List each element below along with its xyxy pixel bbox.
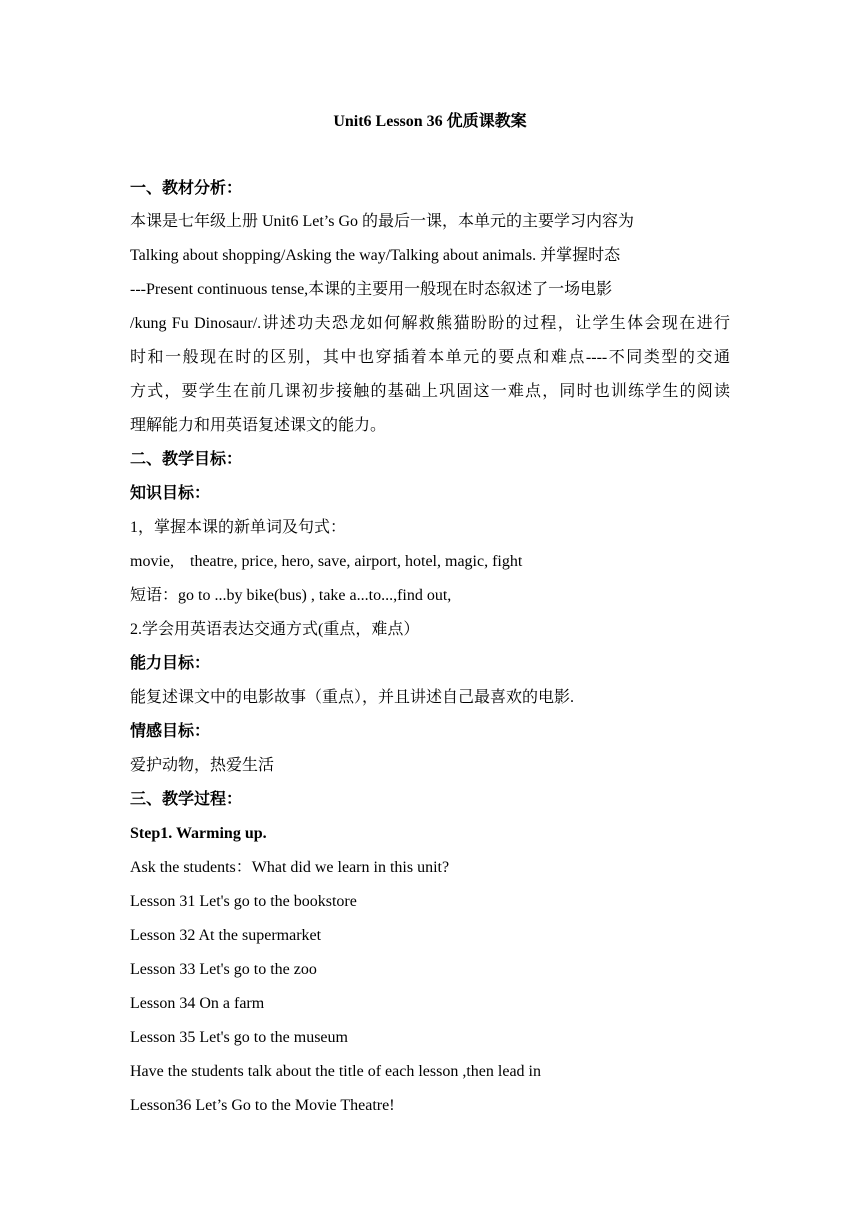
document-title: Unit6 Lesson 36 优质课教案 [333,113,527,130]
step1-heading: Step1. Warming up. [130,825,267,842]
step1-line: Ask the students：What did we learn in this unit? [130,859,450,876]
analysis-line: 本课是七年级上册 Unit6 Let’s Go 的最后一课，本单元的主要学习内容为 [130,213,634,230]
analysis-line: /kung Fu Dinosaur/.讲述功夫恐龙如何解救熊猫盼盼的过程，让学生体会现在进行 [130,315,730,332]
step1-line: Lesson 35 Let's go to the museum [130,1029,348,1046]
analysis-line: ---Present continuous tense,本课的主要用一般现在时态叙述了一场电影 [130,281,613,298]
step1-line: Lesson 32 At the supermarket [130,927,322,944]
step1-line: Lesson 34 On a farm [130,995,265,1012]
step1-line: Have the students talk about the title of each lesson ,then lead in [130,1063,541,1080]
step1-line: Lesson 31 Let's go to the bookstore [130,893,357,910]
step1-line: Lesson 33 Let's go to the zoo [130,961,317,978]
subheading-knowledge: 知识目标： [130,485,211,502]
ability-line: 能复述课文中的电影故事（重点），并且讲述自己最喜欢的电影. [130,689,575,706]
knowledge-line: 2.学会用英语表达交通方式(重点，难点） [130,621,420,638]
subheading-emotion: 情感目标： [130,723,211,740]
emotion-line: 爱护动物，热爱生活 [130,757,275,774]
knowledge-line: 短语：go to ...by bike(bus) , take a...to...,find out, [130,587,452,604]
analysis-line: 时和一般现在时的区别，其中也穿插着本单元的要点和难点----不同类型的交通 [130,349,730,366]
section-heading-analysis: 一、教材分析： [130,180,243,197]
knowledge-line: movie, theatre, price, hero, save, airport, hotel, magic, fight [130,553,523,570]
section-heading-process: 三、教学过程： [130,791,243,808]
analysis-line: 理解能力和用英语复述课文的能力。 [130,417,387,434]
knowledge-line: 1，掌握本课的新单词及句式： [130,519,347,536]
analysis-line: Talking about shopping/Asking the way/Talking about animals. 并掌握时态 [130,247,621,264]
analysis-line: 方式，要学生在前几课初步接触的基础上巩固这一难点，同时也训练学生的阅读 [130,383,730,400]
subheading-ability: 能力目标： [130,655,211,672]
section-heading-objectives: 二、教学目标： [130,451,243,468]
step1-line: Lesson36 Let’s Go to the Movie Theatre! [130,1097,395,1114]
